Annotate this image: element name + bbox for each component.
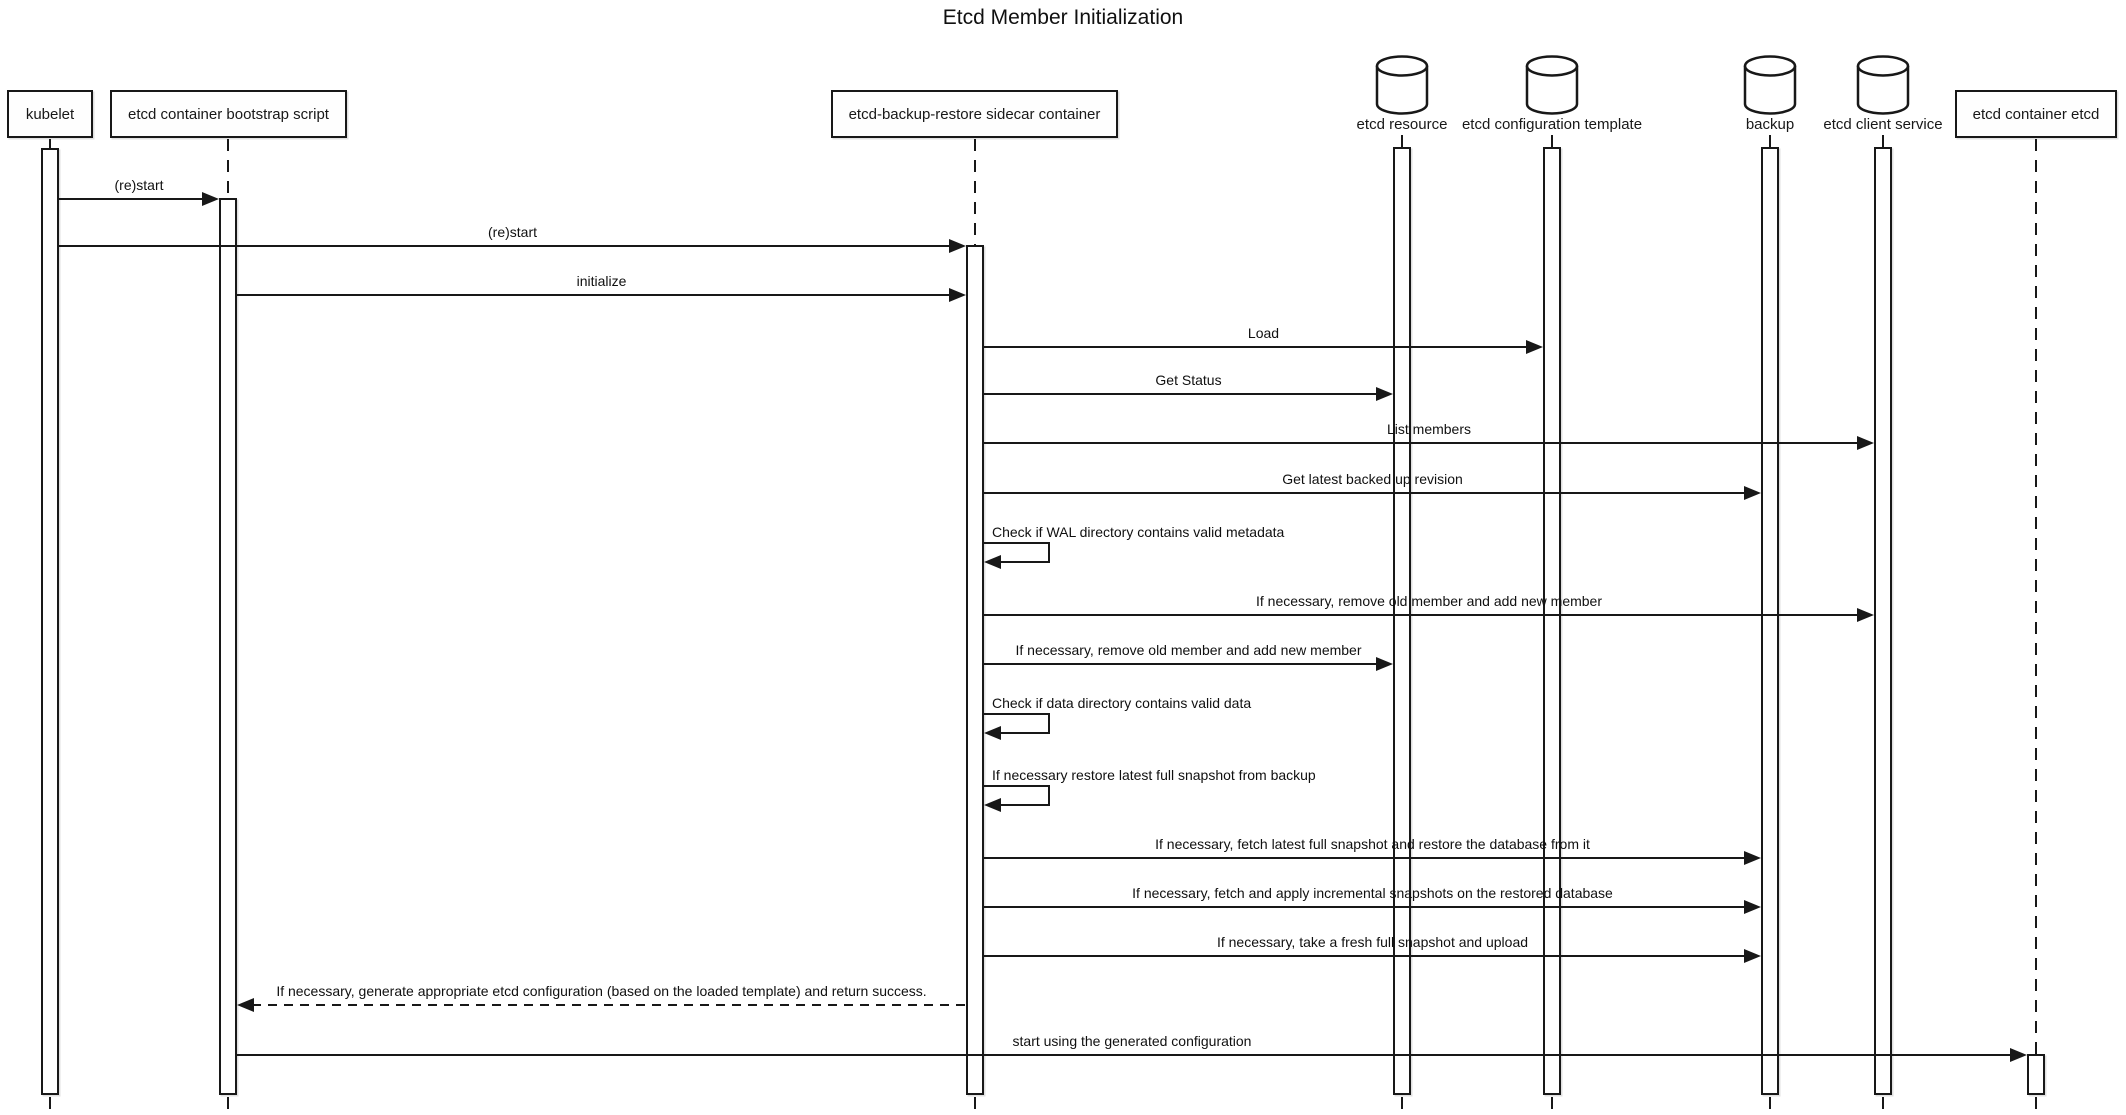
arrowhead-icon bbox=[1744, 851, 1761, 865]
self-message-line bbox=[1048, 542, 1050, 563]
self-message-line bbox=[999, 804, 1050, 806]
lifeline-tail bbox=[1401, 1097, 1403, 1113]
activation-bar bbox=[1874, 147, 1892, 1095]
message-label: List members bbox=[1386, 421, 1472, 437]
message-line bbox=[984, 857, 1746, 859]
message-line bbox=[984, 955, 1746, 957]
arrowhead-icon bbox=[1376, 657, 1393, 671]
self-message-line bbox=[1048, 713, 1050, 734]
self-message-line bbox=[984, 713, 1050, 715]
activation-bar bbox=[1761, 147, 1779, 1095]
message-label: If necessary, take a fresh full snapshot and upload bbox=[1216, 934, 1529, 950]
message-line bbox=[59, 198, 204, 200]
message-line bbox=[984, 492, 1746, 494]
activation-bar bbox=[1393, 147, 1411, 1095]
database-label: etcd resource bbox=[1356, 116, 1448, 133]
message-line bbox=[984, 393, 1378, 395]
message-label: Check if WAL directory contains valid metadata bbox=[992, 524, 1285, 540]
arrowhead-icon bbox=[1857, 608, 1874, 622]
arrowhead-icon bbox=[1526, 340, 1543, 354]
lifeline bbox=[2035, 139, 2037, 1054]
message-label: Check if data directory contains valid data bbox=[992, 695, 1252, 711]
arrowhead-icon bbox=[202, 192, 219, 206]
arrowhead-icon bbox=[237, 998, 254, 1012]
database-icon bbox=[1524, 54, 1580, 121]
lifeline-tail bbox=[1551, 1097, 1553, 1113]
message-label: If necessary, remove old member and add new member bbox=[1015, 642, 1362, 658]
message-label: If necessary restore latest full snapshot from backup bbox=[992, 767, 1316, 783]
message-line bbox=[984, 614, 1859, 616]
lifeline-tail bbox=[1882, 1097, 1884, 1113]
arrowhead-icon bbox=[984, 798, 1001, 812]
message-line bbox=[252, 1004, 966, 1006]
message-line bbox=[984, 663, 1378, 665]
participant-label: etcd container etcd bbox=[1972, 105, 2100, 123]
participant-box-kubelet bbox=[7, 90, 93, 138]
database-icon bbox=[1855, 54, 1911, 121]
lifeline bbox=[1551, 135, 1553, 147]
lifeline-tail bbox=[1769, 1097, 1771, 1113]
self-message-line bbox=[984, 785, 1050, 787]
message-label: If necessary, remove old member and add new member bbox=[1255, 593, 1603, 609]
participant-box-etcd-container-etcd bbox=[1955, 90, 2117, 138]
message-label: If necessary, generate appropriate etcd configuration (based on the loaded template) and return success. bbox=[276, 983, 927, 999]
lifeline-tail bbox=[49, 1097, 51, 1113]
self-message-line bbox=[1048, 785, 1050, 806]
lifeline bbox=[49, 139, 51, 148]
message-line bbox=[237, 1054, 2012, 1056]
message-line bbox=[984, 442, 1859, 444]
database-icon bbox=[1374, 54, 1430, 121]
database-label: etcd client service bbox=[1823, 116, 1943, 133]
arrowhead-icon bbox=[984, 555, 1001, 569]
lifeline-tail bbox=[227, 1097, 229, 1113]
lifeline bbox=[227, 139, 229, 198]
arrowhead-icon bbox=[1744, 949, 1761, 963]
lifeline bbox=[1882, 135, 1884, 147]
message-label: If necessary, fetch and apply incremental snapshots on the restored database bbox=[1132, 885, 1613, 901]
arrowhead-icon bbox=[984, 726, 1001, 740]
database-icon bbox=[1742, 54, 1798, 121]
activation-bar bbox=[2027, 1054, 2045, 1095]
self-message-line bbox=[999, 561, 1050, 563]
message-label: start using the generated configuration bbox=[1012, 1033, 1252, 1049]
arrowhead-icon bbox=[1744, 486, 1761, 500]
participant-box-sidecar bbox=[831, 90, 1118, 138]
arrowhead-icon bbox=[2010, 1048, 2027, 1062]
message-line bbox=[237, 294, 951, 296]
message-label: Get latest backed up revision bbox=[1282, 471, 1463, 487]
arrowhead-icon bbox=[949, 288, 966, 302]
message-line bbox=[59, 245, 951, 247]
lifeline bbox=[1769, 135, 1771, 147]
message-label: If necessary, fetch latest full snapshot and restore the database from it bbox=[1155, 836, 1590, 852]
self-message-line bbox=[999, 732, 1050, 734]
activation-bar bbox=[41, 148, 59, 1095]
participant-label: etcd-backup-restore sidecar container bbox=[848, 105, 1101, 123]
lifeline-tail bbox=[2035, 1097, 2037, 1113]
message-line bbox=[984, 906, 1746, 908]
lifeline bbox=[1401, 135, 1403, 147]
participant-label: etcd container bootstrap script bbox=[128, 105, 329, 123]
arrowhead-icon bbox=[949, 239, 966, 253]
participant-box-bootstrap bbox=[110, 90, 347, 138]
arrowhead-icon bbox=[1376, 387, 1393, 401]
message-label: (re)start bbox=[114, 177, 164, 193]
message-label: initialize bbox=[576, 273, 627, 289]
message-line bbox=[984, 346, 1528, 348]
self-message-line bbox=[984, 542, 1050, 544]
activation-bar bbox=[219, 198, 237, 1095]
database-label: etcd configuration template bbox=[1461, 116, 1643, 133]
diagram-title: Etcd Member Initialization bbox=[942, 6, 1184, 29]
arrowhead-icon bbox=[1857, 436, 1874, 450]
lifeline-tail bbox=[974, 1097, 976, 1113]
lifeline bbox=[974, 139, 976, 245]
participant-label: kubelet bbox=[25, 105, 75, 123]
message-label: Load bbox=[1247, 325, 1280, 341]
arrowhead-icon bbox=[1744, 900, 1761, 914]
message-label: Get Status bbox=[1155, 372, 1222, 388]
database-label: backup bbox=[1745, 116, 1795, 133]
activation-bar bbox=[1543, 147, 1561, 1095]
message-label: (re)start bbox=[488, 224, 537, 240]
activation-bar bbox=[966, 245, 984, 1095]
